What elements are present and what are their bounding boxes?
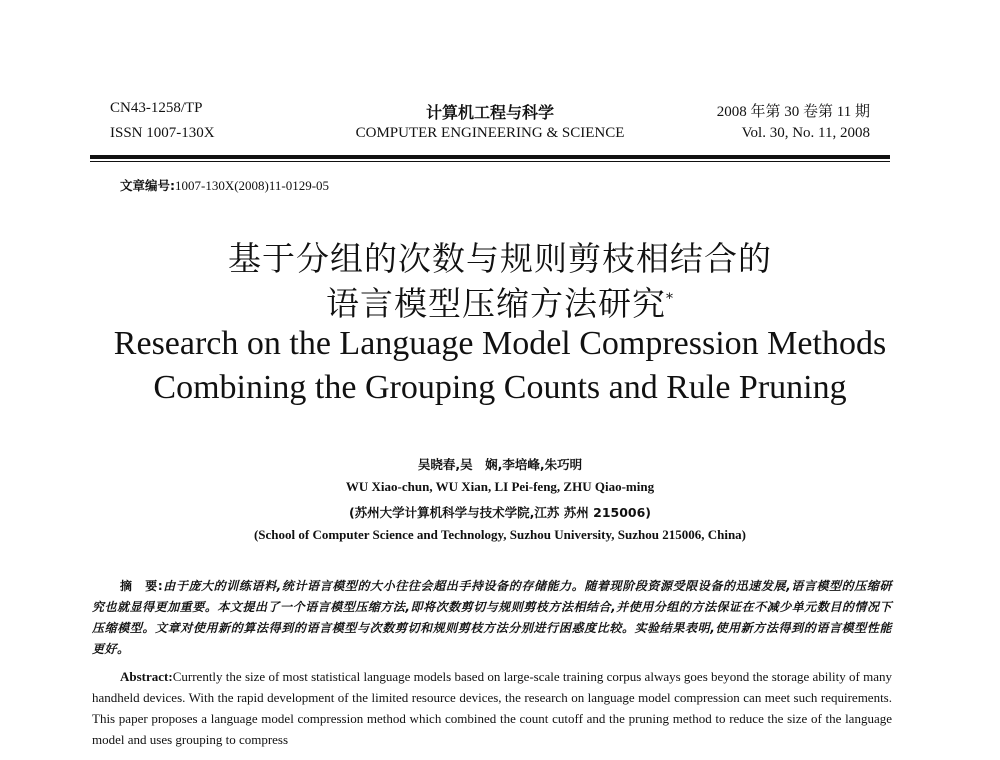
title-en-line2: Combining the Grouping Counts and Rule Pruning xyxy=(153,369,847,406)
affiliation-en: (School of Computer Science and Technology, Suzhou University, Suzhou 215006, China) xyxy=(253,527,747,542)
header-cn-number: CN43-1258/TP xyxy=(110,100,203,116)
journal-name-cn: 计算机工程与科学 xyxy=(425,105,554,122)
header-row-1 xyxy=(110,100,870,122)
abstract-cn xyxy=(92,576,892,660)
abstract-en xyxy=(92,666,892,750)
authors-en: WU Xiao-chun, WU Xian, LI Pei-feng, ZHU Qiao-ming xyxy=(345,479,655,494)
header-issue-cn: 2008 年第 30 卷第 11 期 xyxy=(716,104,870,120)
article-number-value: 1007-130X(2008)11-0129-05 xyxy=(175,178,330,193)
title-cn-line2-text: 语言模型压缩方法研究 xyxy=(326,284,666,323)
header-issn: ISSN 1007-130X xyxy=(110,125,215,141)
title-cn-line1: 基于分组的次数与规则剪枝相结合的 xyxy=(228,239,772,278)
article-number xyxy=(120,176,329,194)
abstract-cn-text: 由于庞大的训练语料,统计语言模型的大小往往会超出手持设备的存储能力。随着现阶段资源受限设备的迅速发展,语言模型的压缩研究也就显得更加重要。本文提出了一个语言模型压缩方法,即将次数剪切与规则剪枝方法相结合,并使用分组的方法保证在不减少单元数目的情况下压缩模型。文章对使用新的算法得到的语言模型与次数剪切和规则剪枝方法分别进行困惑度比较。实验结果表明,使用新方法得到的语言模型性能更好。 xyxy=(92,579,892,656)
abstract-en-text: Currently the size of most statistical language models based on large-scale training corpus always goes beyond the storage ability of many handheld devices. With the rapid development of the limited resource devices, the research on language model compression can meet such requirements. This paper proposes a language model compression method which combined the count cutoff and the pruning method to reduce the size of the language model and uses grouping to compress xyxy=(92,669,892,747)
header-issue-en: Vol. 30, No. 11, 2008 xyxy=(741,125,870,141)
affiliation-cn: (苏州大学计算机科学与技术学院,江苏 苏州 215006) xyxy=(348,505,652,520)
abstract-cn-label: 摘 要: xyxy=(120,579,164,593)
abstract-en-label: Abstract: xyxy=(120,669,173,684)
article-number-label: 文章编号: xyxy=(120,178,175,193)
title-cn-line2 xyxy=(0,278,1000,325)
title-en-line1: Research on the Language Model Compression Methods xyxy=(113,325,887,362)
header-row-2 xyxy=(110,125,870,147)
title-footnote-mark: * xyxy=(666,291,674,307)
header-divider-thick xyxy=(90,155,890,159)
authors-cn: 吴晓春,吴 娴,李培峰,朱巧明 xyxy=(417,457,583,472)
journal-name-en: COMPUTER ENGINEERING & SCIENCE xyxy=(355,125,625,141)
header-divider-thin xyxy=(90,161,890,162)
